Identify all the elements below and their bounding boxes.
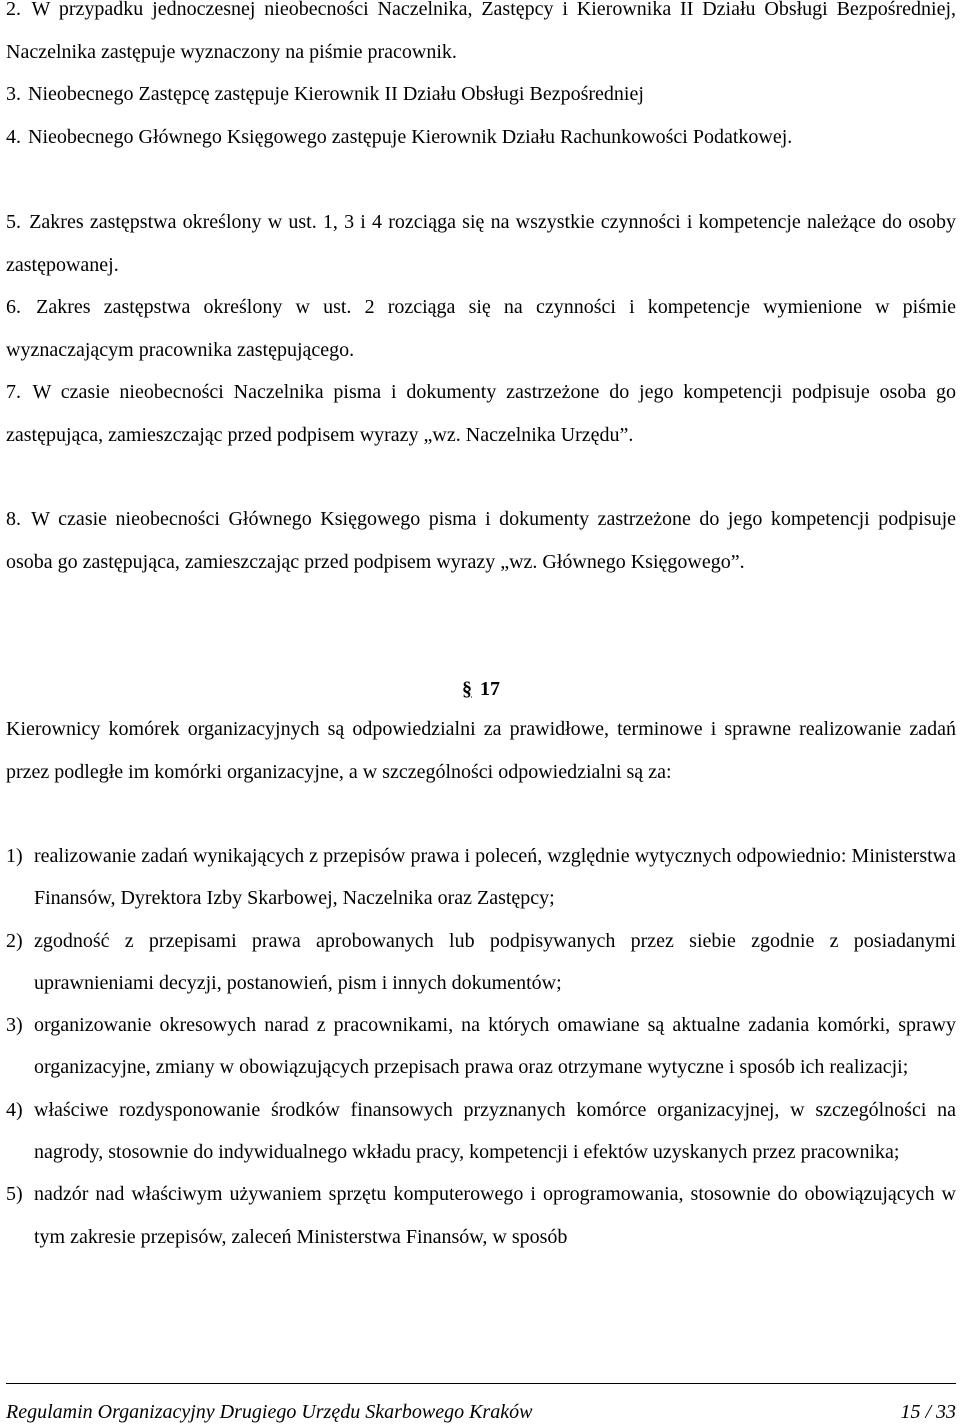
footer-divider [6,1383,956,1384]
section-sign: § [462,678,472,700]
section-intro [6,708,956,793]
list-item-text: realizowanie zadań wynikających z przepisów prawa i poleceń, względnie wytycznych odpowiednio: Ministerstwa Finansów, Dyrektora Izby Skarbowej, Naczelnika oraz Zastępcy; [34,845,956,910]
list-item-number: 1) [6,845,23,867]
list-item [6,1173,956,1258]
paragraph-number: 5. [6,211,21,233]
paragraph-7 [6,371,956,456]
paragraph-number: 6. [6,296,21,318]
list-item-text: właściwe rozdysponowanie środków finansowych przyznanych komórce organizacyjnej, w szczególności na nagrody, stosownie do indywidualnego wkładu pracy, kompetencji i efektów uzyskanych przez pracownika; [34,1098,956,1164]
paragraph-number: 2. [6,0,21,20]
paragraph-text: Nieobecnego Głównego Księgowego zastępuje Kierownik Działu Rachunkowości Podatkowej. [28,126,793,148]
list-item-number: 3) [6,1014,23,1037]
paragraph-text: Zakres zastępstwa określony w ust. 1, 3 i 4 rozciąga się na wszystkie czynności i kompetencje należące do osoby zastępowanej. [6,211,957,276]
list-item-number: 5) [6,1183,23,1206]
paragraph-5 [6,201,956,286]
list-item-number: 4) [6,1098,23,1121]
list-item [6,1089,956,1174]
list-item [6,1004,956,1089]
footer-page-number: 15 / 33 [900,1401,956,1423]
responsibilities-list [6,835,956,1258]
paragraph-number: 7. [6,381,21,403]
paragraph-text: Zakres zastępstwa określony w ust. 2 rozciąga się na czynności i kompetencje wymienione w piśmie wyznaczającym pracownika zastępującego. [6,296,957,361]
list-item [6,835,956,920]
paragraph-number: 8. [6,508,21,530]
section-heading [6,676,956,702]
list-item [6,920,956,1005]
section-intro-text: Kierownicy komórek organizacyjnych są odpowiedzialni za prawidłowe, terminowe i sprawne realizowanie zadań przez podległe im komórki organizacyjne, a w szczególności odpowiedzialni są za: [6,718,956,783]
paragraph-text: Nieobecnego Zastępcę zastępuje Kierownik II Działu Obsługi Bezpośredniej [28,83,644,105]
paragraph-6 [6,286,956,371]
footer-document-title: Regulamin Organizacyjny Drugiego Urzędu Skarbowego Kraków [6,1401,533,1423]
document-page [6,0,956,1426]
list-item-number: 2) [6,929,23,952]
paragraph-4 [6,116,956,159]
section-number: 17 [480,678,500,700]
paragraph-2 [6,0,956,73]
paragraph-text: W przypadku jednoczesnej nieobecności Naczelnika, Zastępcy i Kierownika II Działu Obsługi Bezpośredniej, Naczelnika zastępuje wyznaczony na piśmie pracownik. [6,0,956,63]
paragraph-number: 4. [6,126,21,148]
list-item-text: organizowanie okresowych narad z pracownikami, na których omawiane są aktualne zadania komórki, sprawy organizacyjne, zmiany w obowiązujących przepisach prawa oraz otrzymane wytyczne i sposób ich realizacji; [34,1014,956,1079]
paragraph-text: W czasie nieobecności Głównego Księgowego pisma i dokumenty zastrzeżone do jego kompetencji podpisuje osoba go zastępująca, zamieszczając przed podpisem wyrazy „wz. Głównego Księgowego”. [6,508,957,573]
paragraph-8 [6,498,956,583]
list-item-text: nadzór nad właściwym używaniem sprzętu komputerowego i oprogramowania, stosownie do obowiązujących w tym zakresie przepisów, zaleceń Ministerstwa Finansów, w sposób [34,1183,956,1248]
list-item-text: zgodność z przepisami prawa aprobowanych lub podpisywanych przez siebie zgodnie z posiadanymi uprawnieniami decyzji, postanowień, pism i innych dokumentów; [34,929,956,994]
paragraph-text: W czasie nieobecności Naczelnika pisma i dokumenty zastrzeżone do jego kompetencji podpisuje osoba go zastępująca, zamieszczając przed podpisem wyrazy „wz. Naczelnika Urzędu”. [6,381,957,446]
paragraph-number: 3. [6,83,21,105]
paragraph-3 [6,73,956,116]
